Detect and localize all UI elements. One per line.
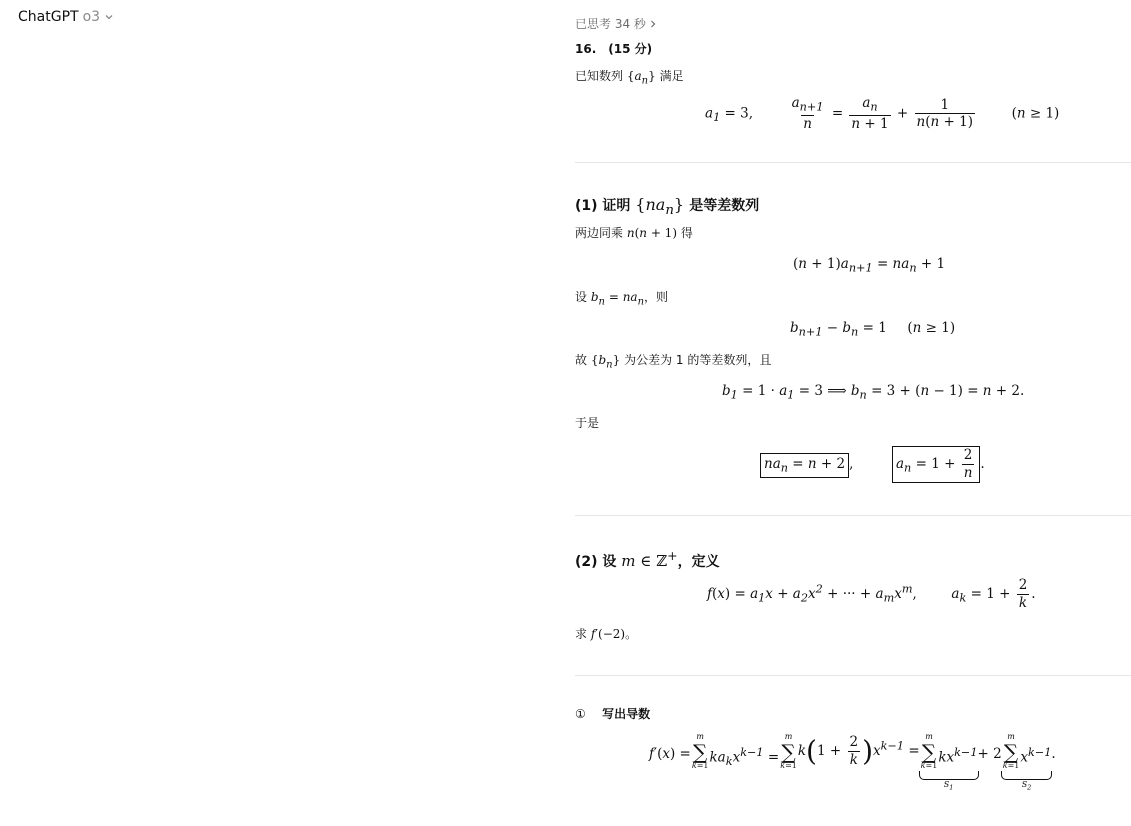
math-display-given: $a_1 = 3$, $\frac{a_{n+1}}{n}$ = $\frac{a_n}{n + 1}$ + $\frac{1}{n(n + 1)}$ (n ≥ 1) xyxy=(705,95,1060,132)
thought-summary-toggle[interactable] xyxy=(575,16,657,33)
part2-heading: (2) 设 m ∈ ℤ+，定义 xyxy=(575,548,720,570)
problem-intro: 已知数列 $\{a_n\}$ 满足 xyxy=(575,69,684,87)
part1-heading: (1) 证明 $\{na_n\}$ 是等差数列 xyxy=(575,195,760,219)
thus-label: 于是 xyxy=(575,416,600,430)
problem-number: 16. (15 分) xyxy=(575,42,653,56)
conclusion-step: 故 $\{b_n\}$ 为公差为 1 的等差数列，且 xyxy=(575,353,772,371)
model-header xyxy=(18,9,114,25)
math-inline: $\{a_n\}$ xyxy=(626,69,656,87)
step1-heading: ① 写出导数 xyxy=(575,707,651,721)
app-name: ChatGPT xyxy=(18,9,79,25)
divider xyxy=(575,515,1131,516)
math-display-result: $na_n = n + 2$ , $a_n = 1$ + $\frac{2}{n}$ . xyxy=(760,446,985,483)
divider xyxy=(575,675,1131,676)
substitution-step: 设 $b_n = na_n$，则 xyxy=(575,290,669,308)
math-display-difference: $b_{n+1} - b_n = 1$ (n ≥ 1) xyxy=(790,320,956,339)
math-display-bn: $b_1 = 1 \cdot a_1 = 3$ ⟹ $b_n = 3 + (n - 1) = n + 2$. xyxy=(722,383,1025,402)
math-display-recurrence: $(n + 1)a_{n+1} = na_n + 1$ xyxy=(793,256,946,275)
model-version: o3 xyxy=(82,9,101,25)
chevron-right-icon xyxy=(649,19,657,29)
thought-duration: 已思考 34 秒 xyxy=(575,17,646,31)
math-display-function: $f(x) = a_1x + a_2x^2$ + ··· + $a_mx^m$, $a_k = 1$ + $\frac{2}{k}$ . xyxy=(707,577,1036,611)
find-statement: 求 f′(−2)。 xyxy=(575,627,638,641)
chevron-down-icon xyxy=(104,12,114,22)
math-display-derivative: f′(x) = m ∑ k=1 $ka_kx^{k-1}$ = m ∑ k=1 k(1 + $\frac{2}{k}$ )$x^{k-1}$ = m ∑ k=1 $kx^{k-1}$ $S_1$ + 2 m ∑ k=1 $x^{k-1}$ $S_2$ . xyxy=(649,732,1056,792)
model-selector[interactable] xyxy=(18,9,114,25)
divider xyxy=(575,162,1131,163)
multiply-step: 两边同乘 n(n + 1) 得 xyxy=(575,226,693,240)
